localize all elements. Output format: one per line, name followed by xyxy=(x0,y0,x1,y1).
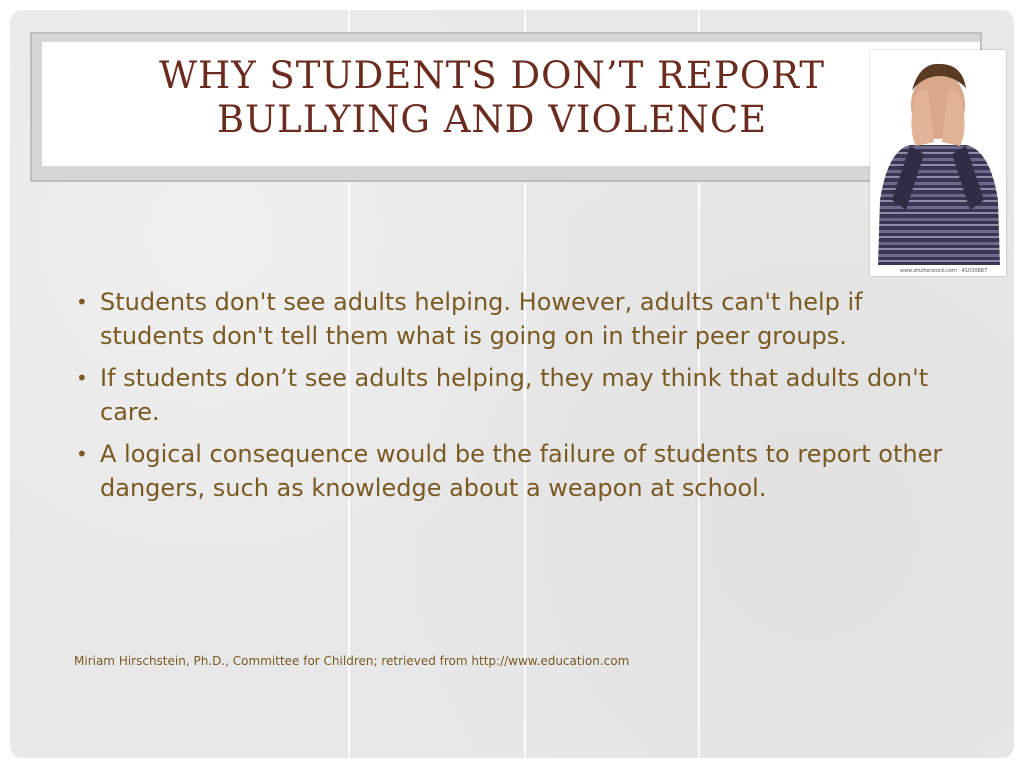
bullet-icon: • xyxy=(76,442,88,466)
person-covering-face-photo xyxy=(870,50,1006,276)
bullet-text: Students don't see adults helping. However, adults can't help if students don't tell them what is going on in their peer groups. xyxy=(100,288,863,350)
list-item xyxy=(74,361,964,429)
title-line: WHY STUDENTS DON’T REPORT xyxy=(158,54,826,97)
slide xyxy=(10,10,1014,758)
title-line: BULLYING AND VIOLENCE xyxy=(216,98,768,141)
bullet-text: If students don’t see adults helping, they may think that adults don't care. xyxy=(100,364,929,426)
bullet-icon: • xyxy=(76,290,88,314)
bullet-text: A logical consequence would be the failure of students to report other dangers, such as knowledge about a weapon at school. xyxy=(100,440,943,502)
citation: Miriam Hirschstein, Ph.D., Committee for Children; retrieved from http://www.education.com xyxy=(74,654,630,668)
photo-illustration xyxy=(870,50,1006,276)
list-item xyxy=(74,437,964,505)
photo-caption: www.shutterstock.com · 41030887 xyxy=(900,268,988,274)
bullet-icon: • xyxy=(76,366,88,390)
bullet-list xyxy=(74,285,964,513)
slide-title xyxy=(42,54,942,142)
list-item xyxy=(74,285,964,353)
